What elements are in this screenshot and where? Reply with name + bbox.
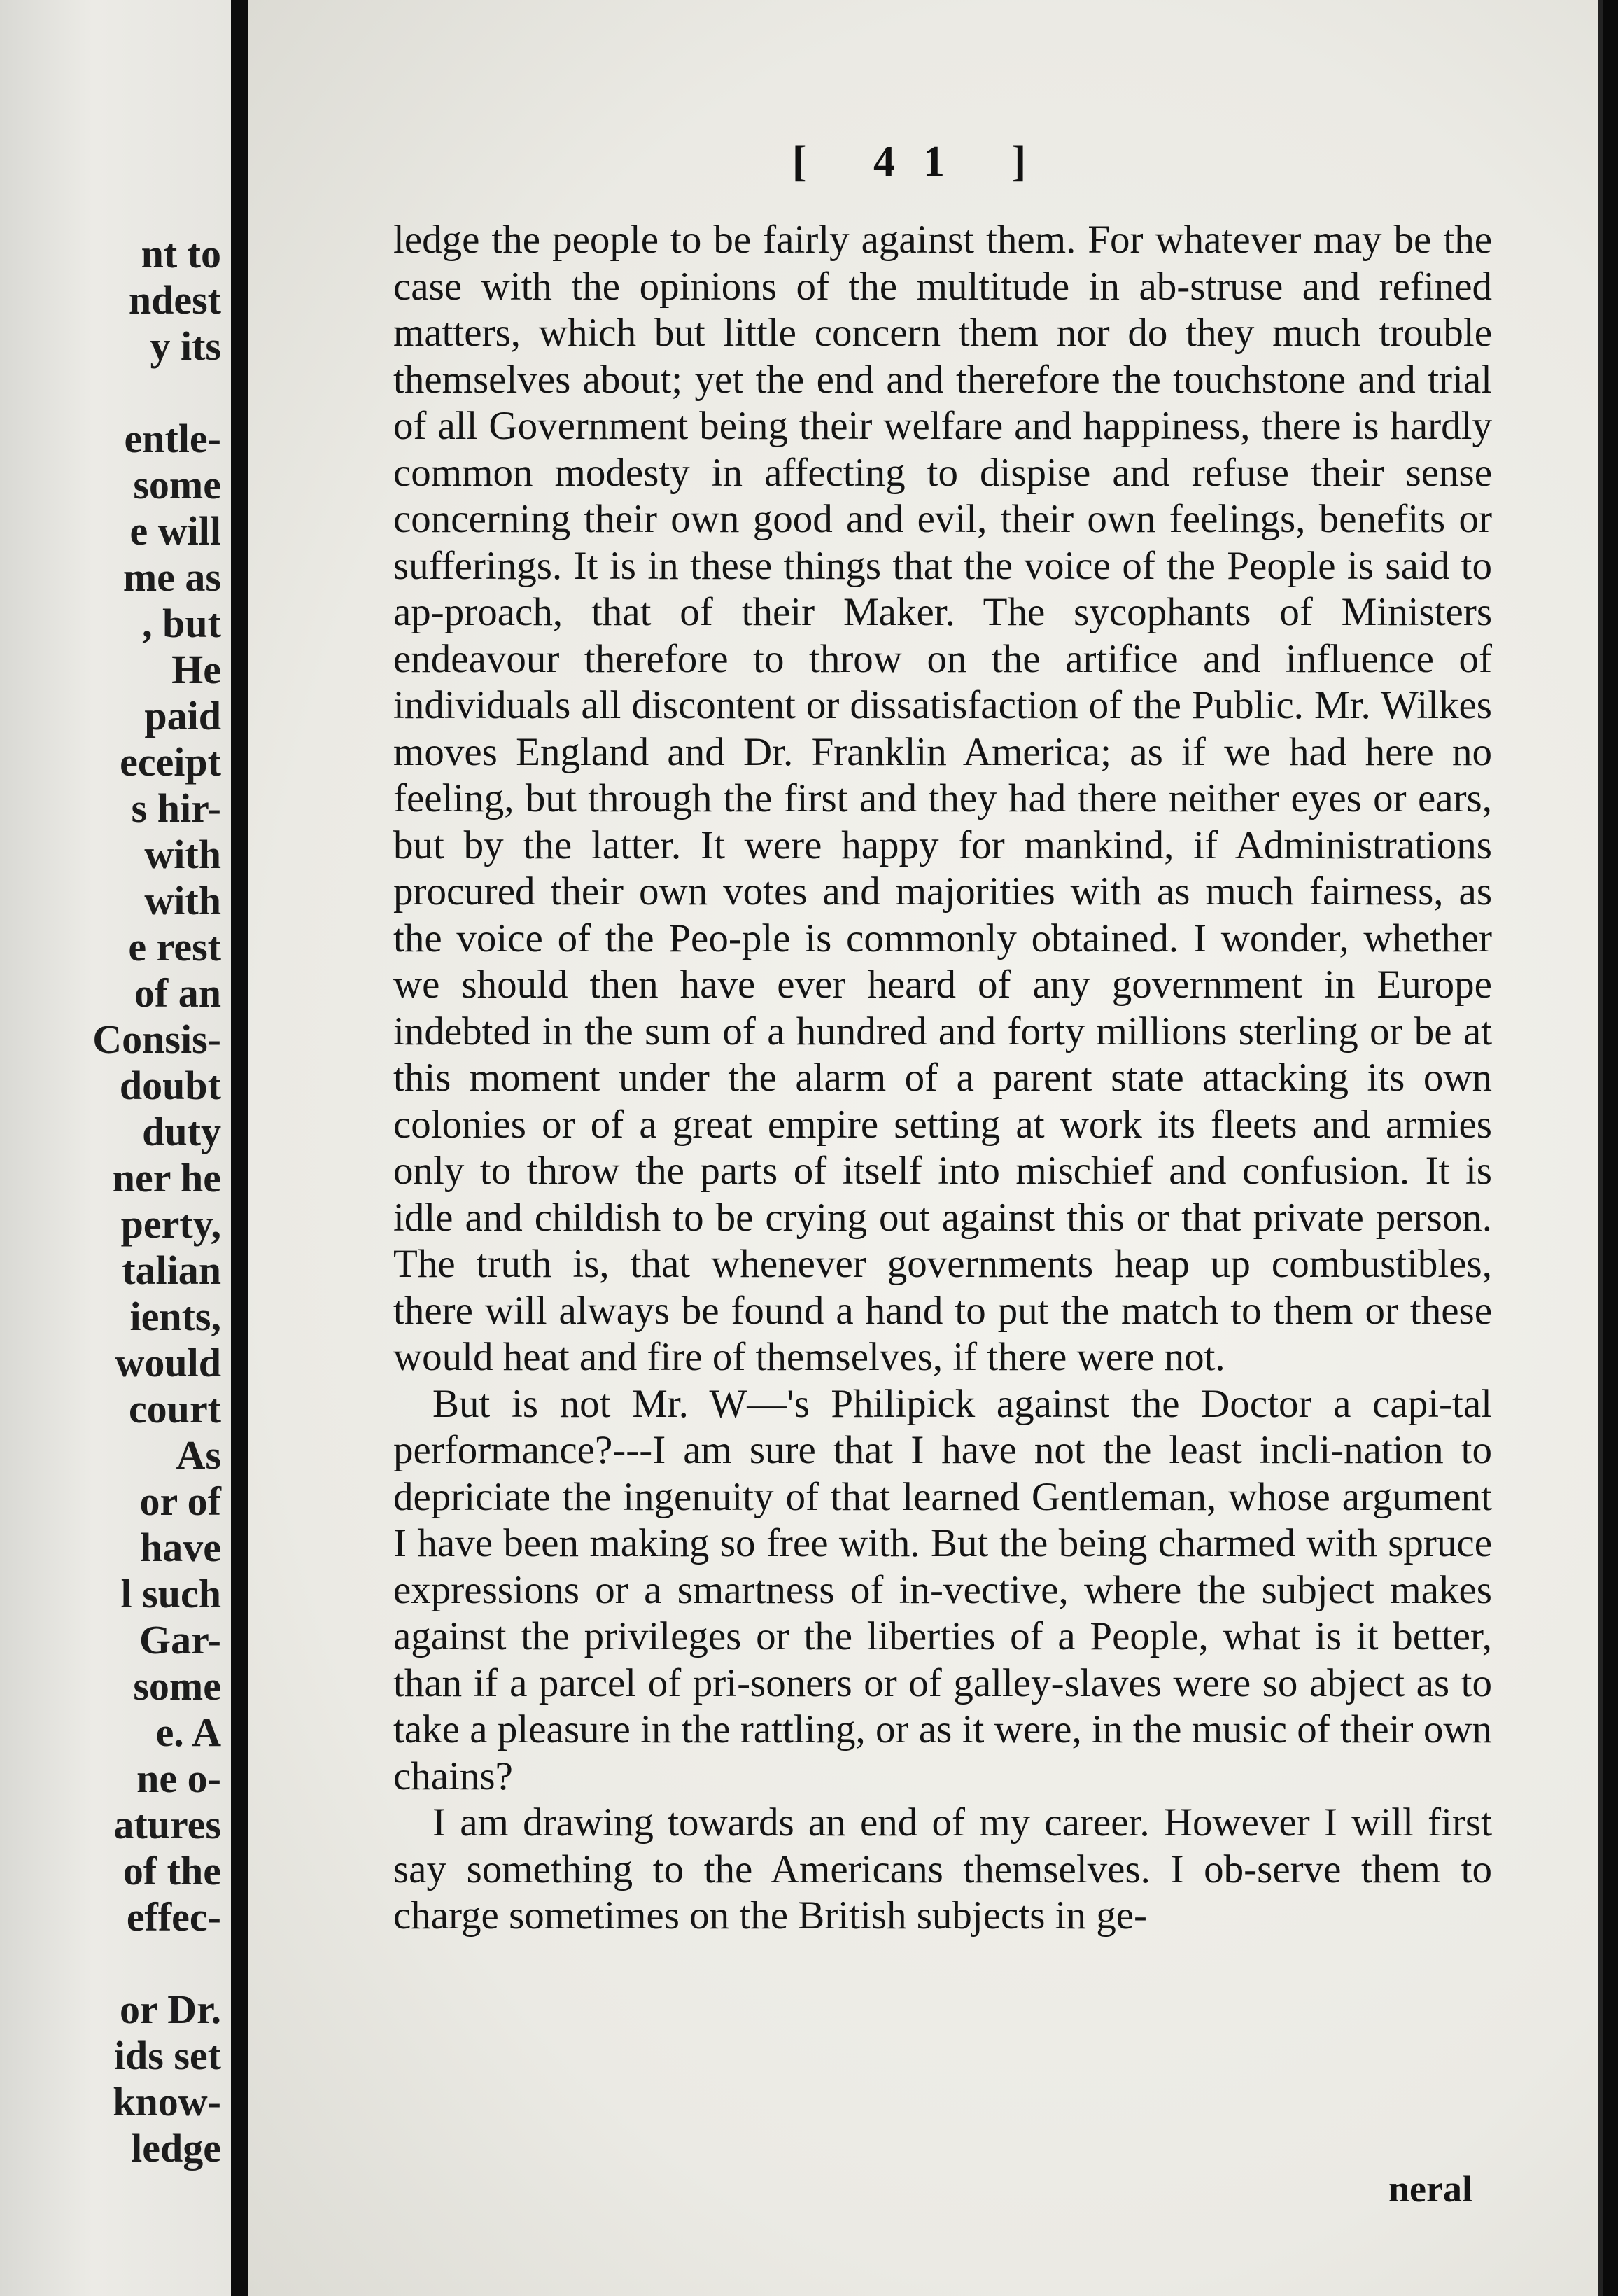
page-gutter [231, 0, 248, 2296]
left-page-line-fragment: me as [122, 554, 221, 600]
left-page-line-fragment: with [144, 832, 221, 877]
left-page-line-fragment: ids set [113, 2033, 221, 2078]
left-page-line-fragment: of the [122, 1848, 221, 1893]
left-page-line-fragment: atures [113, 1802, 221, 1847]
left-page-line-fragment: eceipt [120, 739, 221, 785]
paragraph-3: I am drawing towards an end of my career. However I will first say something to the Americans themselves. I ob-serve them to charge sometimes on the British subjects in ge- [393, 1800, 1492, 1938]
left-page-line-fragment: s hir- [131, 785, 221, 831]
left-page-line-fragment: nt to [141, 231, 221, 276]
left-page-line-fragment: y its [150, 323, 221, 369]
left-page-line-fragment: have [140, 1525, 221, 1570]
left-page-line-fragment: paid [144, 693, 221, 738]
left-page-line-fragment: court [128, 1386, 221, 1432]
left-page-line-fragment: ner he [112, 1155, 221, 1200]
left-page-line-fragment: As [176, 1432, 221, 1478]
left-page-line-fragment: ne o- [136, 1756, 221, 1801]
left-page-line-fragment: l such [120, 1571, 221, 1616]
left-page-line-fragment: e. A [155, 1709, 221, 1755]
page-body-text [393, 217, 1492, 1940]
left-page-line-fragment: , but [142, 601, 221, 646]
paragraph-2: But is not Mr. W—'s Philipick against the Doctor a capi-tal performance?---I am sure that I have not the least incli-nation to depriciate the ingenuity of that learned Gentleman, whose argument I have been making so free with. But the being charmed with spruce expressions or a smartness of in-vective, where the subject makes against the privileges or the liberties of a People, what is it better, than if a parcel of pri-soners or of galley-slaves were so abject as to take a pleasure in the rattling, or as it were, in the music of their own chains? [393, 1381, 1492, 1798]
left-page-line-fragment: Gar- [139, 1617, 221, 1662]
left-page-line-fragment: doubt [119, 1063, 221, 1108]
left-page-line-fragment: e rest [128, 924, 221, 969]
left-page-line-fragment: ients, [129, 1294, 221, 1339]
left-page-line-fragment: of an [134, 970, 221, 1016]
left-page-line-fragment: perty, [120, 1201, 221, 1247]
left-page-line-fragment: know- [113, 2079, 221, 2124]
left-page-line-fragment: duty [142, 1109, 221, 1154]
left-page-line-fragment: would [115, 1340, 221, 1385]
left-page-line-fragment: ledge [131, 2125, 221, 2171]
left-page-line-fragment: some [133, 462, 221, 507]
left-page-line-fragment: e will [129, 508, 221, 554]
left-page-line-fragment: talian [122, 1247, 221, 1293]
left-page-line-fragment: Consis- [92, 1016, 221, 1062]
left-page-line-fragment: with [144, 878, 221, 923]
left-facing-page [0, 0, 235, 2296]
left-page-line-fragment: or of [139, 1478, 221, 1524]
left-page-line-fragment: or Dr. [120, 1987, 221, 2032]
left-page-line-fragment: He [171, 647, 221, 692]
left-page-line-fragment: entle- [124, 416, 221, 461]
paragraph-1: ledge the people to be fairly against them. For whatever may be the case with the opinions of the multitude in ab-struse and refined matters, which but little concern them nor do they much trouble themselves about; yet the end and therefore the touchstone and trial of all Government being their welfare and happiness, there is hardly common modesty in affecting to dispise and refuse their sense concerning their own good and evil, their own feelings, benefits or sufferings. It is in these things that the voice of the People is said to ap-proach, that of their Maker. The sycophants of Ministers endeavour therefore to throw on the artifice and influence of individuals all discontent or dissatisfaction of the Public. Mr. Wilkes moves England and Dr. Franklin America; as if we had here no feeling, but through the first and they had there neither eyes or ears, but by the latter. It were happy for mankind, if Administrations procured their own votes and majorities with as much fairness, as the voice of the Peo-ple is commonly obtained. I wonder, whether we should then have ever heard of any government in Europe indebted in the sum of a hundred and forty millions sterling or be at this moment under the alarm of a parent state attacking its own colonies or of a great empire setting at work its fleets and armies only to throw the parts of itself into mischief and confusion. It is idle and childish to be crying out against this or that private person. The truth is, that whenever governments heap up combustibles, there will always be found a hand to put the match to them or these would heat and fire of themselves, if there were not. [393, 218, 1492, 1379]
right-page [248, 0, 1603, 2296]
page-number-header: [ 41 ] [792, 138, 1055, 186]
left-page-line-fragment: effec- [126, 1894, 221, 1940]
left-page-line-fragment: some [133, 1663, 221, 1709]
left-page-line-fragment: ndest [128, 277, 221, 323]
catchword: neral [1388, 2168, 1472, 2210]
